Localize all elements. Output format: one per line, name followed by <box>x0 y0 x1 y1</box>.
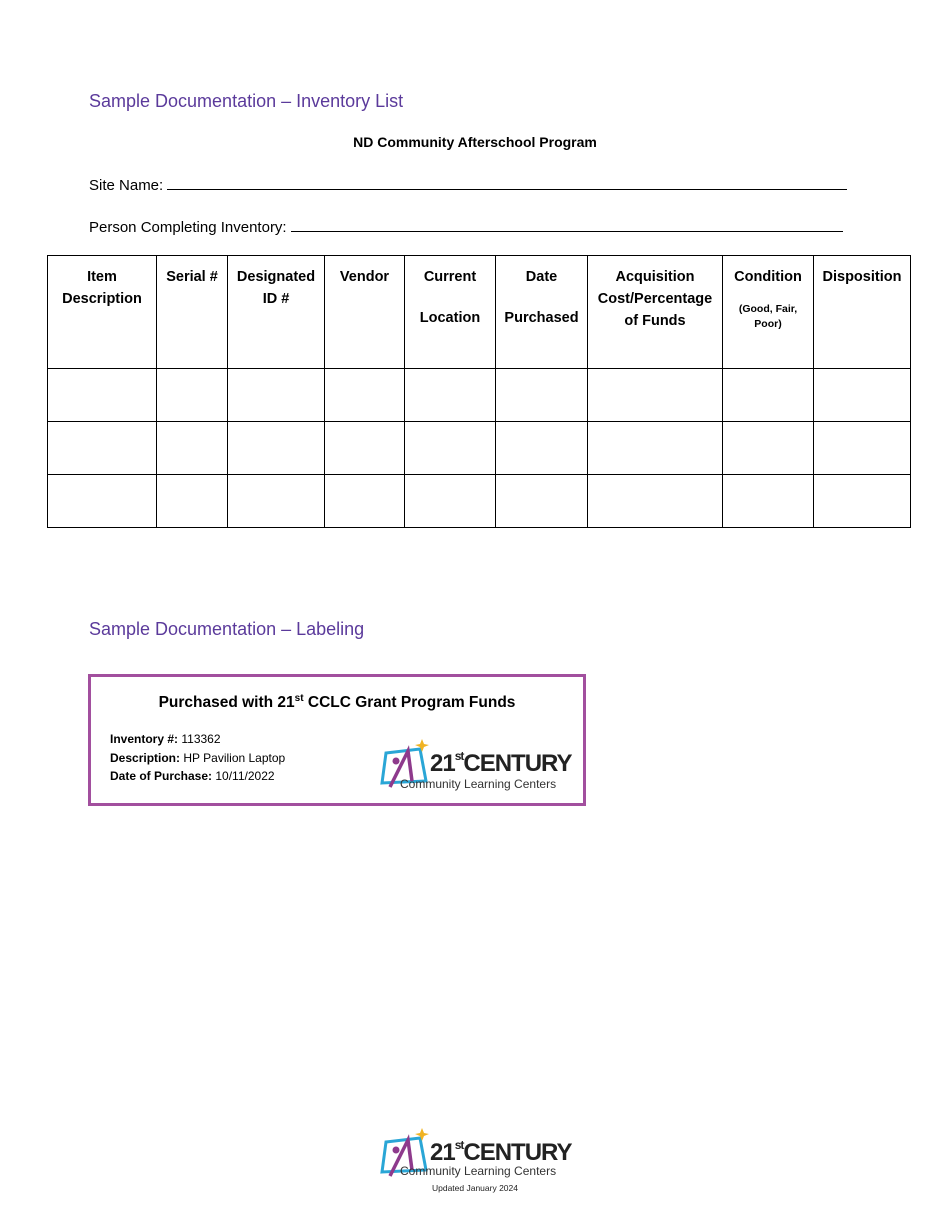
column-header-line: Item <box>87 269 117 285</box>
footer-logo-number: 21 <box>430 1139 455 1166</box>
site-name-label: Site Name: <box>89 177 164 194</box>
label-title <box>91 693 583 712</box>
table-cell[interactable] <box>496 369 588 422</box>
site-name-blank[interactable] <box>167 175 847 190</box>
site-name-field <box>89 175 847 194</box>
table-cell[interactable] <box>723 369 814 422</box>
table-cell[interactable] <box>405 475 496 528</box>
condition-options: (Good, Fair, Poor) <box>738 303 798 330</box>
table-row <box>48 369 911 422</box>
table-cell[interactable] <box>405 422 496 475</box>
footer-logo-ordinal: st <box>454 1138 464 1152</box>
date-of-purchase-label: Date of Purchase: <box>110 769 213 783</box>
table-cell[interactable] <box>157 422 228 475</box>
table-cell[interactable] <box>588 475 723 528</box>
table-cell[interactable] <box>814 422 911 475</box>
column-header-line: Date <box>525 269 558 285</box>
column-header-line: Location <box>419 310 481 326</box>
table-cell[interactable] <box>405 369 496 422</box>
inventory-number-label: Inventory #: <box>110 732 179 746</box>
inventory-number-value: 113362 <box>181 732 221 746</box>
updated-note: Updated January 2024 <box>431 1183 518 1193</box>
table-cell[interactable] <box>814 475 911 528</box>
column-header <box>588 256 723 369</box>
column-header-line: Condition <box>734 269 802 285</box>
footer-cclc-logo <box>380 1126 580 1182</box>
logo-word: CENTURY <box>463 750 572 777</box>
person-field <box>89 217 843 236</box>
column-header <box>723 256 814 369</box>
column-header <box>814 256 911 369</box>
label-fields <box>110 730 285 786</box>
column-header <box>405 256 496 369</box>
sample-label <box>88 674 586 806</box>
column-header <box>325 256 405 369</box>
program-title: ND Community Afterschool Program <box>353 134 597 150</box>
table-cell[interactable] <box>48 422 157 475</box>
table-cell[interactable] <box>588 369 723 422</box>
column-header-line: Purchased <box>504 310 579 326</box>
table-row <box>48 422 911 475</box>
table-cell[interactable] <box>157 369 228 422</box>
column-header-line: Cost/Percentage <box>597 291 713 307</box>
logo-subtitle: Community Learning Centers <box>400 777 557 791</box>
column-header-line: of Funds <box>624 313 686 329</box>
description-value: HP Pavilion Laptop <box>183 750 286 765</box>
person-blank[interactable] <box>291 217 843 232</box>
footer-logo-subtitle: Community Learning Centers <box>400 1164 557 1178</box>
labeling-heading: Sample Documentation – Labeling <box>89 619 365 639</box>
cclc-logo <box>380 737 580 793</box>
table-cell[interactable] <box>48 475 157 528</box>
person-label: Person Completing Inventory: <box>89 219 287 236</box>
column-header-line: Vendor <box>339 269 390 285</box>
logo-ordinal: st <box>454 749 464 763</box>
table-cell[interactable] <box>814 369 911 422</box>
inventory-heading: Sample Documentation – Inventory List <box>89 91 404 111</box>
table-cell[interactable] <box>588 422 723 475</box>
table-cell[interactable] <box>157 475 228 528</box>
table-cell[interactable] <box>325 369 405 422</box>
column-header <box>496 256 588 369</box>
inventory-table <box>47 255 911 528</box>
description-label: Description: <box>110 750 181 765</box>
footer-logo-word: CENTURY <box>463 1139 572 1166</box>
table-cell[interactable] <box>228 475 325 528</box>
table-header-row <box>48 256 911 369</box>
table-cell[interactable] <box>723 475 814 528</box>
table-row <box>48 475 911 528</box>
column-header <box>228 256 325 369</box>
column-header-line <box>499 288 584 307</box>
column-header-line: Acquisition <box>615 269 695 285</box>
column-header <box>157 256 228 369</box>
label-title-sup: st <box>294 693 304 704</box>
table-cell[interactable] <box>228 422 325 475</box>
table-cell[interactable] <box>228 369 325 422</box>
table-cell[interactable] <box>496 475 588 528</box>
table-cell[interactable] <box>48 369 157 422</box>
column-header-line: Current <box>423 269 477 285</box>
table-cell[interactable] <box>496 422 588 475</box>
table-cell[interactable] <box>723 422 814 475</box>
table-cell[interactable] <box>325 475 405 528</box>
date-of-purchase-value: 10/11/2022 <box>215 769 275 783</box>
column-header-line: Disposition <box>822 269 902 285</box>
table-cell[interactable] <box>325 422 405 475</box>
label-title-suffix: CCLC Grant Program Funds <box>303 694 516 712</box>
column-header-line <box>408 288 492 307</box>
column-header-line: Serial # <box>166 269 218 285</box>
label-title-prefix: Purchased with 21 <box>158 694 295 712</box>
logo-number: 21 <box>430 750 455 777</box>
column-header-line: Description <box>62 291 142 307</box>
column-header-line: Designated <box>236 269 316 285</box>
column-header-line: ID # <box>262 291 290 307</box>
column-header <box>48 256 157 369</box>
